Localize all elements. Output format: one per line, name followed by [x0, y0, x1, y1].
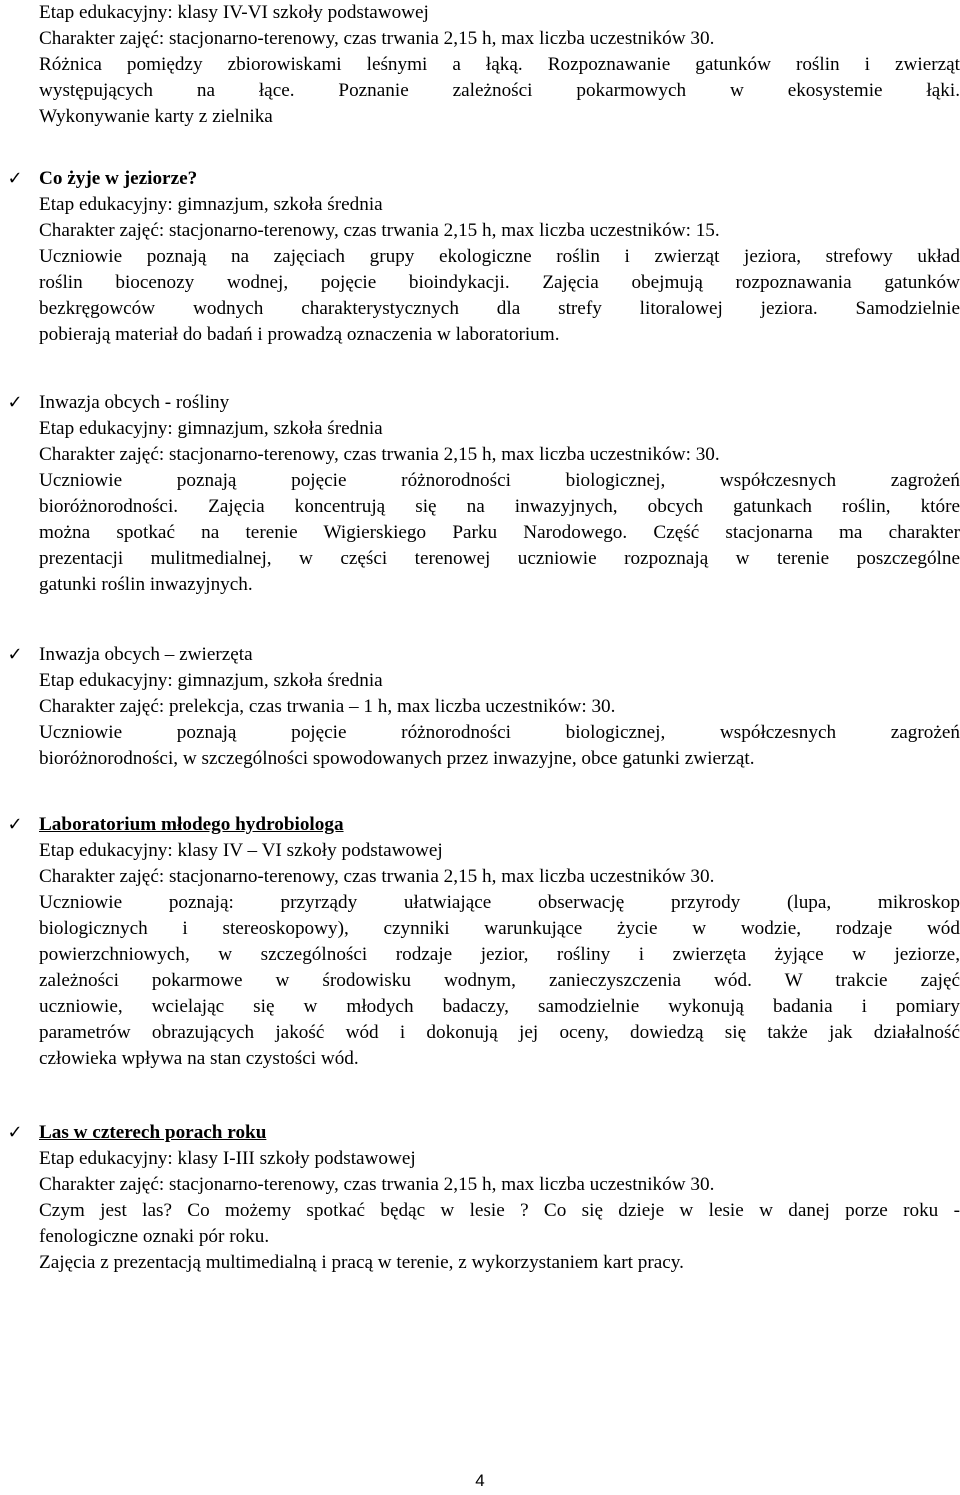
section-desc-line: Uczniowie poznają: przyrządy ułatwiające obserwację przyrody (lupa, mikroskop — [39, 892, 960, 913]
section-desc-line: Czym jest las? Co możemy spotkać będąc w lesie ? Co się dzieje w lesie w danej porze roku - — [39, 1200, 960, 1221]
section-desc-line: bioróżnorodności, w szczególności spowodowanych przez inwazyjne, obce gatunki zwierząt. — [39, 748, 755, 769]
intro-desc-line: Różnica pomiędzy zbiorowiskami leśnymi a łąką. Rozpoznawanie gatunków roślin i zwierząt — [39, 54, 960, 75]
section-lake-life — [39, 166, 960, 348]
section-title: Las w czterech porach roku — [39, 1122, 267, 1143]
intro-character: Charakter zajęć: stacjonarno-terenowy, czas trwania 2,15 h, max liczba uczestników 30. — [39, 28, 715, 49]
section-invasive-animals — [39, 642, 960, 772]
checkmark-icon: ✓ — [7, 168, 23, 189]
section-stage: Etap edukacyjny: klasy IV – VI szkoły podstawowej — [39, 840, 443, 861]
section-stage: Etap edukacyjny: gimnazjum, szkoła średnia — [39, 194, 383, 215]
section-title: Inwazja obcych – zwierzęta — [39, 644, 253, 665]
intro-stage: Etap edukacyjny: klasy IV-VI szkoły podstawowej — [39, 2, 429, 23]
section-desc-line: człowieka wpływa na stan czystości wód. — [39, 1048, 359, 1069]
intro-desc-line: występujących na łące. Poznanie zależności pokarmowych w ekosystemie łąki. — [39, 80, 960, 101]
section-invasive-plants — [39, 390, 960, 598]
checkmark-icon: ✓ — [7, 644, 23, 665]
section-character: Charakter zajęć: stacjonarno-terenowy, czas trwania 2,15 h, max liczba uczestników 30. — [39, 866, 715, 887]
section-character: Charakter zajęć: stacjonarno-terenowy, czas trwania 2,15 h, max liczba uczestników: 15. — [39, 220, 720, 241]
section-stage: Etap edukacyjny: gimnazjum, szkoła średnia — [39, 418, 383, 439]
section-desc-line: zależności pokarmowe w środowisku wodnym, zanieczyszczenia wód. W trakcie zajęć — [39, 970, 960, 991]
section-desc-line: bioróżnorodności. Zajęcia koncentrują się na inwazyjnych, obcych gatunkach roślin, które — [39, 496, 960, 517]
checkmark-icon: ✓ — [7, 392, 23, 413]
section-desc-line: Uczniowie poznają pojęcie różnorodności biologicznej, współczesnych zagrożeń — [39, 722, 960, 743]
section-character: Charakter zajęć: prelekcja, czas trwania – 1 h, max liczba uczestników: 30. — [39, 696, 616, 717]
section-desc-line: uczniowie, wcielając się w młodych badaczy, samodzielnie wykonują badania i pomiary — [39, 996, 960, 1017]
section-character: Charakter zajęć: stacjonarno-terenowy, czas trwania 2,15 h, max liczba uczestników 30. — [39, 1174, 715, 1195]
section-desc-line: roślin biocenozy wodnej, pojęcie bioindykacji. Zajęcia obejmują rozpoznawania gatunków — [39, 272, 960, 293]
intro-desc-line: Wykonywanie karty z zielnika — [39, 106, 273, 127]
section-desc-line: prezentacji mulitmedialnej, w części terenowej uczniowie rozpoznają w terenie poszczególne — [39, 548, 960, 569]
section-desc-line: Uczniowie poznają pojęcie różnorodności biologicznej, współczesnych zagrożeń — [39, 470, 960, 491]
section-desc-line: Uczniowie poznają na zajęciach grupy ekologiczne roślin i zwierząt jeziora, strefowy układ — [39, 246, 960, 267]
section-stage: Etap edukacyjny: klasy I-III szkoły podstawowej — [39, 1148, 416, 1169]
section-forest-seasons — [39, 1120, 960, 1276]
section-desc-line: fenologiczne oznaki pór roku. — [39, 1226, 270, 1247]
checkmark-icon: ✓ — [7, 814, 23, 835]
section-stage: Etap edukacyjny: gimnazjum, szkoła średnia — [39, 670, 383, 691]
section-hydrobiology-lab — [39, 812, 960, 1072]
section-desc-line: można spotkać na terenie Wigierskiego Parku Narodowego. Część stacjonarna ma charakter — [39, 522, 960, 543]
section-character: Charakter zajęć: stacjonarno-terenowy, czas trwania 2,15 h, max liczba uczestników: 30. — [39, 444, 720, 465]
section-desc-line: powierzchniowych, w szczególności rodzaje jezior, rośliny i zwierzęta żyjące w jeziorze, — [39, 944, 960, 965]
section-desc-line: biologicznych i stereoskopowy), czynniki warunkujące życie w wodzie, rodzaje wód — [39, 918, 960, 939]
section-desc-line: Zajęcia z prezentacją multimedialną i pracą w terenie, z wykorzystaniem kart pracy. — [39, 1252, 684, 1273]
section-desc-line: bezkręgowców wodnych charakterystycznych dla strefy litoralowej jeziora. Samodzielnie — [39, 298, 960, 319]
section-title: Co żyje w jeziorze? — [39, 168, 198, 189]
section-title: Inwazja obcych - rośliny — [39, 392, 230, 413]
section-desc-line: parametrów obrazujących jakość wód i dokonują jej oceny, dowiedzą się także jak działalność — [39, 1022, 960, 1043]
section-title: Laboratorium młodego hydrobiologa — [39, 814, 344, 835]
section-desc-line: gatunki roślin inwazyjnych. — [39, 574, 253, 595]
section-desc-line: pobierają materiał do badań i prowadzą oznaczenia w laboratorium. — [39, 324, 560, 345]
checkmark-icon: ✓ — [7, 1122, 23, 1143]
intro-section — [39, 0, 960, 130]
page-number: 4 — [475, 1471, 485, 1490]
